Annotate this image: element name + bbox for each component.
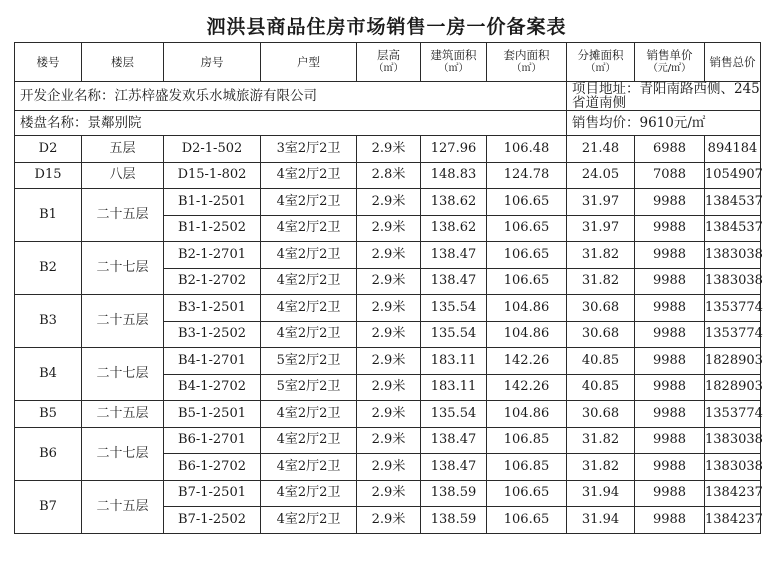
floor-cell: 二十七层 (82, 242, 164, 295)
header-inner-area-label: 套内面积 (503, 48, 550, 62)
shared-area-cell: 21.48 (567, 136, 635, 163)
header-gross-area-label: 建筑面积 (430, 48, 477, 62)
header-room: 房号 (164, 43, 261, 82)
gross-area-cell: 138.59 (421, 507, 487, 534)
building-cell: D15 (15, 162, 82, 189)
shared-area-cell: 31.97 (567, 215, 635, 242)
layout-cell: 4室2厅2卫 (261, 427, 357, 454)
total-price-cell: 1384237 (705, 507, 761, 534)
total-price-cell: 1384537 (705, 215, 761, 242)
header-row (15, 43, 761, 82)
gross-area-cell: 138.59 (421, 480, 487, 507)
table-row (15, 401, 761, 428)
gross-area-cell: 138.62 (421, 189, 487, 216)
layout-cell: 4室2厅2卫 (261, 295, 357, 322)
height-cell: 2.9米 (357, 321, 421, 348)
room-cell: B1-1-2502 (164, 215, 261, 242)
total-price-cell: 1353774 (705, 321, 761, 348)
shared-area-cell: 31.94 (567, 507, 635, 534)
inner-area-cell: 104.86 (487, 321, 567, 348)
inner-area-cell: 142.26 (487, 374, 567, 401)
header-unit-price (635, 43, 705, 82)
layout-cell: 4室2厅2卫 (261, 268, 357, 295)
building-cell: B1 (15, 189, 82, 242)
layout-cell: 4室2厅2卫 (261, 189, 357, 216)
height-cell: 2.9米 (357, 242, 421, 269)
floor-cell: 二十五层 (82, 189, 164, 242)
total-price-cell: 1383038 (705, 427, 761, 454)
developer-value: 江苏梓盛发欢乐水城旅游有限公司 (114, 88, 317, 104)
inner-area-cell: 106.65 (487, 507, 567, 534)
avg-price-label: 销售均价： (572, 115, 640, 131)
table-row (15, 136, 761, 163)
unit-price-cell: 7088 (635, 162, 705, 189)
header-floor: 楼层 (82, 43, 164, 82)
gross-area-cell: 138.62 (421, 215, 487, 242)
header-unit-price-unit: （元/㎡） (647, 63, 692, 74)
total-price-cell: 1828903 (705, 374, 761, 401)
header-total-price: 销售总价 (705, 43, 761, 82)
floor-cell: 八层 (82, 162, 164, 189)
header-building: 楼号 (15, 43, 82, 82)
height-cell: 2.9米 (357, 268, 421, 295)
unit-price-cell: 9988 (635, 454, 705, 481)
room-cell: B6-1-2702 (164, 454, 261, 481)
building-cell: B6 (15, 427, 82, 480)
developer-cell (15, 82, 567, 111)
height-cell: 2.9米 (357, 427, 421, 454)
room-cell: B6-1-2701 (164, 427, 261, 454)
building-cell: B3 (15, 295, 82, 348)
inner-area-cell: 104.86 (487, 295, 567, 322)
header-height-unit: （㎡） (373, 63, 404, 74)
inner-area-cell: 106.65 (487, 268, 567, 295)
header-height (357, 43, 421, 82)
total-price-cell: 1383038 (705, 454, 761, 481)
header-gross-area-unit: （㎡） (438, 63, 469, 74)
layout-cell: 4室2厅2卫 (261, 401, 357, 428)
building-cell: D2 (15, 136, 82, 163)
project-label: 楼盘名称： (20, 115, 88, 131)
unit-price-cell: 9988 (635, 401, 705, 428)
unit-price-cell: 9988 (635, 480, 705, 507)
gross-area-cell: 135.54 (421, 401, 487, 428)
unit-price-cell: 9988 (635, 507, 705, 534)
inner-area-cell: 142.26 (487, 348, 567, 375)
gross-area-cell: 138.47 (421, 427, 487, 454)
gross-area-cell: 148.83 (421, 162, 487, 189)
shared-area-cell: 31.82 (567, 427, 635, 454)
project-value: 景鄰别院 (87, 115, 142, 131)
gross-area-cell: 135.54 (421, 295, 487, 322)
document-title: 泗洪县商品住房市场销售一房一价备案表 (206, 16, 567, 38)
room-cell: B4-1-2702 (164, 374, 261, 401)
gross-area-cell: 127.96 (421, 136, 487, 163)
layout-cell: 4室2厅2卫 (261, 321, 357, 348)
gross-area-cell: 183.11 (421, 374, 487, 401)
unit-price-cell: 9988 (635, 189, 705, 216)
header-shared-area-label: 分摊面积 (577, 48, 624, 62)
layout-cell: 4室2厅2卫 (261, 215, 357, 242)
shared-area-cell: 30.68 (567, 295, 635, 322)
avg-price-value: 9610元/㎡ (639, 115, 706, 131)
shared-area-cell: 24.05 (567, 162, 635, 189)
floor-cell: 二十五层 (82, 295, 164, 348)
gross-area-cell: 138.47 (421, 268, 487, 295)
header-inner-area-unit: （㎡） (511, 63, 542, 74)
total-price-cell: 1383038 (705, 242, 761, 269)
gross-area-cell: 183.11 (421, 348, 487, 375)
floor-cell: 二十七层 (82, 427, 164, 480)
header-shared-area-unit: （㎡） (585, 63, 616, 74)
unit-price-cell: 9988 (635, 321, 705, 348)
shared-area-cell: 31.82 (567, 454, 635, 481)
layout-cell: 3室2厅2卫 (261, 136, 357, 163)
height-cell: 2.9米 (357, 215, 421, 242)
unit-price-cell: 9988 (635, 348, 705, 375)
table-row (15, 295, 761, 322)
shared-area-cell: 31.82 (567, 242, 635, 269)
unit-price-cell: 9988 (635, 295, 705, 322)
height-cell: 2.8米 (357, 162, 421, 189)
layout-cell: 4室2厅2卫 (261, 507, 357, 534)
total-price-cell: 894184 (705, 136, 761, 163)
address-value: 青阳南路西侧、245省道南侧 (572, 81, 760, 111)
inner-area-cell: 106.65 (487, 189, 567, 216)
address-cell (567, 82, 761, 111)
height-cell: 2.9米 (357, 136, 421, 163)
inner-area-cell: 106.65 (487, 480, 567, 507)
gross-area-cell: 138.47 (421, 454, 487, 481)
table-row (15, 162, 761, 189)
room-cell: B5-1-2501 (164, 401, 261, 428)
floor-cell: 二十五层 (82, 480, 164, 533)
header-layout: 户型 (261, 43, 357, 82)
header-gross-area (421, 43, 487, 82)
height-cell: 2.9米 (357, 374, 421, 401)
total-price-cell: 1383038 (705, 268, 761, 295)
floor-cell: 二十七层 (82, 348, 164, 401)
developer-row (15, 82, 761, 111)
shared-area-cell: 31.94 (567, 480, 635, 507)
height-cell: 2.9米 (357, 401, 421, 428)
table-row (15, 348, 761, 375)
room-cell: D2-1-502 (164, 136, 261, 163)
layout-cell: 5室2厅2卫 (261, 374, 357, 401)
height-cell: 2.9米 (357, 480, 421, 507)
building-cell: B7 (15, 480, 82, 533)
room-cell: B1-1-2501 (164, 189, 261, 216)
inner-area-cell: 106.85 (487, 427, 567, 454)
building-cell: B2 (15, 242, 82, 295)
header-unit-price-label: 销售单价 (646, 48, 693, 62)
shared-area-cell: 31.97 (567, 189, 635, 216)
floor-cell: 五层 (82, 136, 164, 163)
height-cell: 2.9米 (357, 454, 421, 481)
room-cell: B3-1-2502 (164, 321, 261, 348)
height-cell: 2.9米 (357, 189, 421, 216)
table-row (15, 242, 761, 269)
unit-price-cell: 9988 (635, 374, 705, 401)
project-cell (15, 111, 567, 136)
shared-area-cell: 30.68 (567, 401, 635, 428)
room-cell: B7-1-2501 (164, 480, 261, 507)
shared-area-cell: 40.85 (567, 374, 635, 401)
building-cell: B4 (15, 348, 82, 401)
unit-price-cell: 9988 (635, 427, 705, 454)
shared-area-cell: 31.82 (567, 268, 635, 295)
inner-area-cell: 106.65 (487, 242, 567, 269)
layout-cell: 4室2厅2卫 (261, 162, 357, 189)
header-inner-area (487, 43, 567, 82)
address-label: 项目地址： (572, 81, 640, 97)
unit-price-cell: 9988 (635, 268, 705, 295)
height-cell: 2.9米 (357, 507, 421, 534)
table-row (15, 427, 761, 454)
total-price-cell: 1828903 (705, 348, 761, 375)
floor-cell: 二十五层 (82, 401, 164, 428)
room-cell: B2-1-2701 (164, 242, 261, 269)
table-row (15, 480, 761, 507)
project-row (15, 111, 761, 136)
room-cell: B3-1-2501 (164, 295, 261, 322)
room-cell: D15-1-802 (164, 162, 261, 189)
layout-cell: 4室2厅2卫 (261, 454, 357, 481)
developer-label: 开发企业名称： (20, 88, 115, 104)
unit-price-cell: 9988 (635, 242, 705, 269)
inner-area-cell: 104.86 (487, 401, 567, 428)
room-cell: B4-1-2701 (164, 348, 261, 375)
unit-price-cell: 9988 (635, 215, 705, 242)
building-cell: B5 (15, 401, 82, 428)
room-cell: B7-1-2502 (164, 507, 261, 534)
inner-area-cell: 106.48 (487, 136, 567, 163)
height-cell: 2.9米 (357, 348, 421, 375)
inner-area-cell: 124.78 (487, 162, 567, 189)
table-row (15, 189, 761, 216)
inner-area-cell: 106.65 (487, 215, 567, 242)
header-height-label: 层高 (377, 48, 400, 62)
height-cell: 2.9米 (357, 295, 421, 322)
layout-cell: 4室2厅2卫 (261, 480, 357, 507)
total-price-cell: 1384537 (705, 189, 761, 216)
gross-area-cell: 135.54 (421, 321, 487, 348)
total-price-cell: 1054907 (705, 162, 761, 189)
header-shared-area (567, 43, 635, 82)
shared-area-cell: 40.85 (567, 348, 635, 375)
avg-price-cell (567, 111, 761, 136)
table-body (15, 136, 761, 534)
gross-area-cell: 138.47 (421, 242, 487, 269)
room-cell: B2-1-2702 (164, 268, 261, 295)
layout-cell: 5室2厅2卫 (261, 348, 357, 375)
total-price-cell: 1384237 (705, 480, 761, 507)
inner-area-cell: 106.85 (487, 454, 567, 481)
total-price-cell: 1353774 (705, 401, 761, 428)
layout-cell: 4室2厅2卫 (261, 242, 357, 269)
total-price-cell: 1353774 (705, 295, 761, 322)
shared-area-cell: 30.68 (567, 321, 635, 348)
price-filing-table (14, 42, 761, 534)
unit-price-cell: 6988 (635, 136, 705, 163)
